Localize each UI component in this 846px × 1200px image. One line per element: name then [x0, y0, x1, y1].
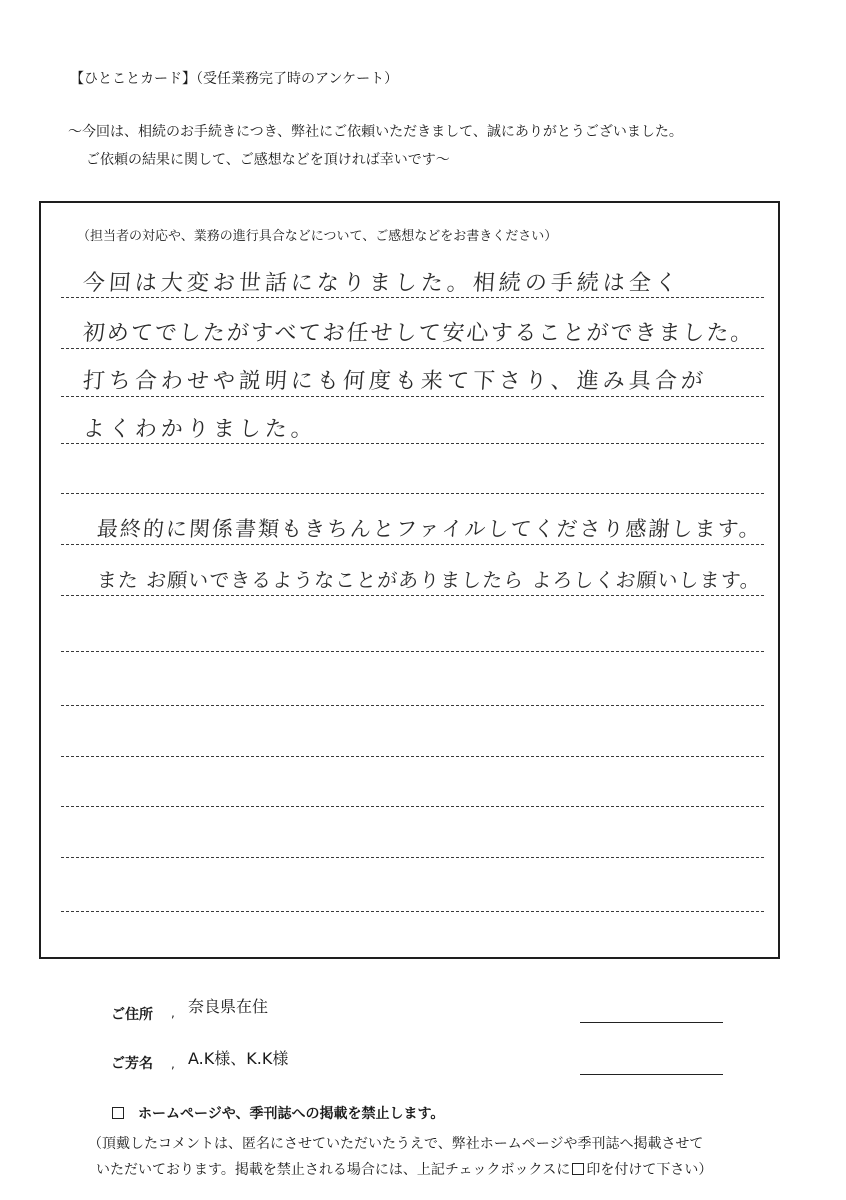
name-underline: [580, 1074, 723, 1075]
name-value: A.K様、K.K様: [188, 1049, 289, 1068]
writing-line: [61, 756, 764, 757]
footer-note-line-2: [96, 1159, 712, 1179]
comment-box: [39, 201, 780, 959]
writing-line: [61, 443, 764, 444]
opt-out-label: ホームページや、季刊誌への掲載を禁止します。: [138, 1106, 445, 1122]
writing-line: [61, 544, 764, 545]
publication-opt-out[interactable]: [112, 1103, 444, 1123]
writing-line: [61, 806, 764, 807]
writing-line: [61, 493, 764, 494]
opt-out-checkbox[interactable]: [112, 1107, 124, 1119]
writing-line: [61, 595, 764, 596]
address-underline: [580, 1022, 723, 1023]
writing-line: [61, 396, 764, 397]
footer-note-text: いただいております。掲載を禁止される場合には、上記チェックボックスに: [96, 1162, 571, 1178]
writing-line: [61, 857, 764, 858]
intro-text-line-2: ご依頼の結果に関して、ご感想などを頂ければ幸いです～: [86, 152, 450, 168]
intro-text-line-1: ～今回は、相続のお手続きにつき、弊社にご依頼いただきまして、誠にありがとうございました。: [68, 124, 683, 140]
handwritten-comment-line: よくわかりました。: [81, 417, 318, 442]
writing-line: [61, 348, 764, 349]
writing-line: [61, 651, 764, 652]
handwritten-comment-line: 打ち合わせや説明にも何度も来て下さり、進み具合が: [81, 369, 708, 394]
handwritten-comment-line: また お願いできるようなことがありましたら よろしくお願いします。: [96, 568, 762, 592]
address-separator: ,: [171, 1006, 175, 1020]
address-label: ご住所: [111, 1007, 153, 1023]
handwritten-comment-line: 今回は大変お世話になりました。相続の手続は全く: [81, 271, 682, 296]
footer-note-text: 印を付けて下さい）: [586, 1162, 713, 1178]
writing-line: [61, 297, 764, 298]
card-title: 【ひとことカード】（受任業務完了時のアンケート）: [70, 71, 399, 87]
handwritten-comment-line: 初めてでしたがすべてお任せして安心することができました。: [81, 321, 756, 346]
name-label: ご芳名: [111, 1056, 153, 1072]
footer-note-line-1: （頂戴したコメントは、匿名にさせていただいたうえで、弊社ホームページや季刊誌へ掲載させて: [88, 1136, 704, 1152]
handwritten-comment-line: 最終的に関係書類もきちんとファイルしてくださり感謝します。: [96, 517, 763, 541]
writing-line: [61, 705, 764, 706]
writing-line: [61, 911, 764, 912]
comment-hint: （担当者の対応や、業務の進行具合などについて、ご感想などをお書きください）: [77, 229, 558, 244]
name-separator: ,: [171, 1057, 175, 1071]
address-value: 奈良県在住: [188, 997, 269, 1016]
checkbox-glyph-icon: [572, 1163, 584, 1175]
